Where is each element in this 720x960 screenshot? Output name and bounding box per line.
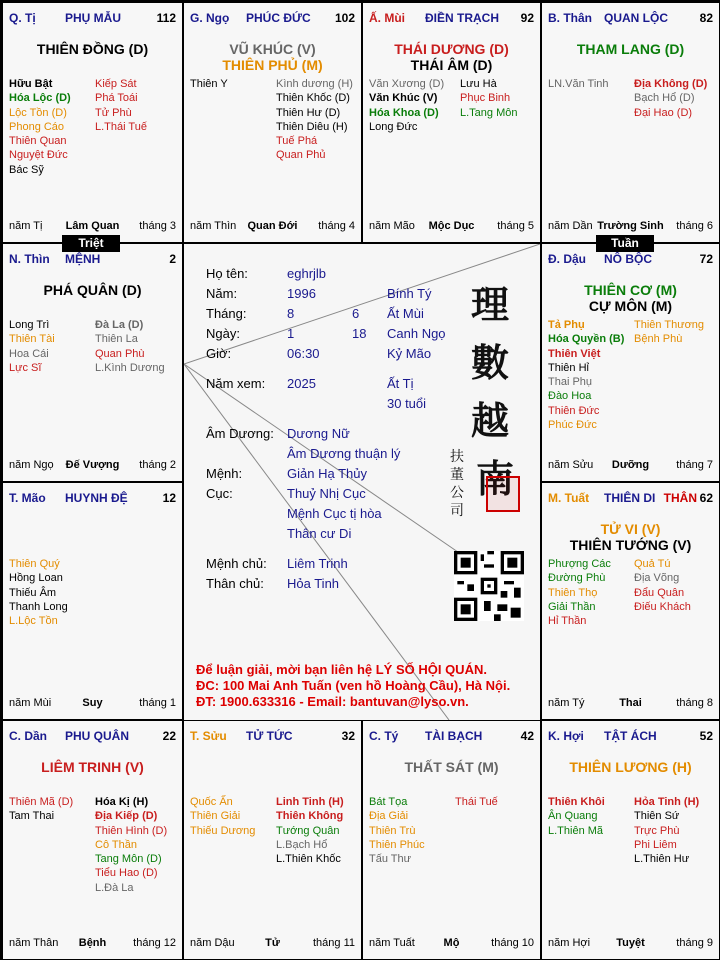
minor-star: Thiên Khốc (D) [276, 92, 350, 105]
footer-year: năm Tị [9, 220, 43, 232]
palace-header [9, 729, 176, 745]
palace-name: TÀI BẠCH [425, 729, 483, 743]
palace-mao[interactable] [2, 482, 183, 720]
palace-footer [9, 459, 176, 473]
minor-star: L.Kình Dương [95, 361, 165, 374]
palace-footer [190, 937, 355, 951]
minor-star: Kiếp Sát [95, 78, 137, 90]
minor-star: Tướng Quân [276, 824, 340, 837]
footer-stage: Mộ [443, 937, 460, 949]
footer-month: tháng 1 [139, 697, 176, 709]
minor-star: Địa Giải [369, 810, 409, 823]
minor-star: Phong Cáo [9, 120, 65, 133]
palace-branch: M. Tuất [548, 491, 590, 505]
cuc-3: Thân cư Di [287, 526, 352, 541]
palace-ti[interactable] [2, 2, 183, 243]
palace-header [548, 729, 713, 745]
major-star: TỬ VI (V) [600, 521, 661, 537]
calligraphy-char-4: 南 [476, 456, 515, 501]
minor-star: Thiên Mã (D) [9, 796, 74, 808]
minor-star: Thiên Hư (D) [276, 106, 341, 119]
minor-star: Phượng Các [548, 558, 611, 570]
palace-branch: Đ. Dậu [548, 252, 587, 266]
minor-star: Giải Thần [548, 600, 596, 613]
palace-header [548, 11, 713, 27]
minor-star: Lưu Hà [460, 78, 497, 90]
minor-star: Phúc Đức [548, 419, 597, 432]
minor-star: Địa Không (D) [634, 78, 708, 90]
major-star: THÁI ÂM (D) [410, 57, 493, 73]
palace-thin[interactable] [2, 243, 183, 482]
footer-month: tháng 7 [676, 459, 713, 471]
palace-branch: G. Ngọ [190, 11, 230, 25]
palace-ngo[interactable] [183, 2, 362, 243]
footer-month: tháng 4 [318, 220, 355, 232]
ho-ten-label: Họ tên: [206, 266, 248, 281]
minor-star: Phá Toái [95, 92, 138, 105]
palace-name: MỆNH [65, 252, 101, 266]
footer-stage: Quan Đới [247, 220, 298, 232]
minor-star: Bệnh Phù [634, 333, 683, 346]
palace-name: THIÊN DI [604, 491, 656, 505]
palace-name: PHỤ MẪU [65, 11, 121, 25]
than-chu-label: Thân chủ: [206, 576, 264, 591]
minor-star: L.Bạch Hổ [276, 838, 328, 851]
palace-footer [548, 937, 713, 951]
calligraphy-char-1: 理 [471, 282, 510, 327]
major-star: VŨ KHÚC (V) [229, 41, 316, 57]
footer-year: năm Dậu [190, 937, 235, 949]
palace-number: 42 [520, 729, 534, 743]
minor-stars-right [460, 77, 517, 120]
palace-branch: C. Dần [9, 729, 48, 743]
palace-branch: N. Thìn [9, 252, 50, 266]
chart-center-info [183, 243, 541, 721]
minor-star: Nguyệt Đức [9, 149, 68, 162]
palace-number: 2 [169, 252, 176, 266]
tuan-tag: Tuần [596, 235, 654, 252]
tuoi-value: 30 tuổi [387, 396, 427, 411]
thang-am: 6 [352, 306, 360, 321]
footer-year: năm Hợi [548, 937, 591, 949]
minor-star: Thiên Trù [369, 824, 416, 837]
major-star: THÁI DƯƠNG (D) [394, 41, 509, 57]
palace-footer [9, 937, 176, 951]
major-star: THIÊN PHỦ (M) [222, 57, 323, 73]
minor-star: Thiên Quan [9, 135, 67, 148]
minor-star: Thiên Tài [9, 333, 55, 346]
palace-dan[interactable] [2, 720, 183, 960]
minor-stars-left [190, 795, 255, 838]
nam-value: 1996 [287, 286, 316, 301]
minor-star: Thiên Giải [190, 810, 241, 823]
minor-star: Đà La (D) [95, 319, 144, 331]
footer-year: năm Ngọ [9, 459, 54, 471]
palace-name: ĐIỀN TRẠCH [425, 11, 499, 25]
footer-year: năm Mão [369, 220, 415, 232]
palace-header [9, 11, 176, 27]
minor-stars-right [276, 77, 353, 163]
minor-star: Thiên Việt [548, 347, 601, 360]
gio-label: Giờ: [206, 346, 232, 361]
palace-suu[interactable] [183, 720, 362, 960]
footer-year: năm Thìn [190, 220, 237, 232]
major-star: THIÊN CƠ (M) [584, 282, 677, 298]
footer-month: tháng 8 [676, 697, 713, 709]
minor-star: Thiên Quý [9, 558, 60, 570]
than-chu-value: Hỏa Tinh [287, 576, 340, 591]
palace-than[interactable] [541, 2, 720, 243]
major-star: THIÊN LƯƠNG (H) [569, 759, 692, 775]
palace-number: 92 [520, 11, 534, 25]
minor-star: L.Thiên Mã [548, 824, 604, 837]
minor-star: L.Tang Môn [460, 106, 518, 119]
palace-number: 32 [341, 729, 355, 743]
minor-star: Tiểu Hao (D) [95, 867, 158, 880]
triet-tag: Triệt [62, 235, 120, 252]
ngay-am: 18 [352, 326, 367, 341]
palace-name: PHÚC ĐỨC [246, 11, 311, 25]
footer-stage: Trường Sinh [597, 220, 664, 232]
nam-label: Năm: [206, 286, 238, 301]
palace-footer [9, 220, 176, 234]
palace-name: PHU QUÂN [65, 729, 130, 743]
palace-header [190, 11, 355, 27]
palace-header [548, 252, 713, 268]
minor-stars-left [9, 77, 71, 177]
minor-stars-left [9, 795, 73, 824]
minor-star: Tử Phù [95, 106, 132, 119]
minor-star: Hữu Bật [9, 78, 53, 90]
minor-star: Thiên La [95, 333, 138, 346]
palace-number: 112 [156, 11, 176, 25]
minor-stars-right [455, 795, 498, 809]
major-star: THAM LANG (D) [576, 41, 685, 57]
palace-number: 82 [699, 11, 713, 25]
minor-star: Trực Phù [634, 824, 680, 837]
minor-star: Đẩu Quân [634, 586, 685, 599]
palace-header [9, 252, 176, 268]
minor-star: L.Thiên Hư [634, 853, 690, 866]
minor-star: Thiếu Âm [9, 586, 57, 599]
minor-star: L.Thiên Khốc [276, 853, 341, 866]
minor-stars-right [95, 318, 165, 375]
palace-number: 12 [162, 491, 176, 505]
gio-value: 06:30 [287, 346, 320, 361]
minor-stars-right [634, 77, 707, 120]
palace-hoi[interactable] [541, 720, 720, 960]
minor-star: Thai Phụ [548, 376, 593, 389]
palace-dau[interactable] [541, 243, 720, 482]
footer-month: tháng 5 [497, 220, 534, 232]
palace-name: TẬT ÁCH [604, 729, 657, 743]
major-star: THIÊN ĐỒNG (D) [36, 41, 149, 57]
minor-star: Phi Liêm [634, 838, 677, 851]
nam-xem-can: Ất Tị [387, 376, 414, 391]
minor-star: Linh Tinh (H) [276, 796, 344, 808]
minor-star: Bác Sỹ [9, 163, 44, 176]
minor-stars-left [548, 795, 605, 838]
menh-label: Mệnh: [206, 466, 243, 481]
palace-header [369, 729, 534, 745]
minor-star: Cô Thần [95, 838, 137, 851]
palace-branch: Ấ. Mùi [369, 11, 405, 25]
thang-value: 8 [287, 306, 295, 321]
footer-stage: Bệnh [78, 937, 107, 949]
minor-star: Địa Võng [634, 572, 680, 585]
minor-star: Hỏa Tinh (H) [634, 796, 700, 808]
minor-stars-right [634, 795, 699, 866]
footer-month: tháng 10 [491, 937, 534, 949]
minor-stars-left [9, 318, 55, 375]
minor-star: L.Đà La [95, 881, 134, 894]
calligraphy-char-3: 越 [471, 398, 510, 443]
ho-ten-value: eghrjlb [287, 266, 327, 281]
minor-star: Đường Phù [548, 572, 606, 585]
palace-footer [190, 220, 355, 234]
minor-star: Quốc Ấn [190, 796, 233, 808]
palace-header [9, 491, 176, 507]
palace-branch: K. Hợi [548, 729, 584, 743]
am-duong-2: Âm Dương thuận lý [287, 446, 401, 461]
palace-branch: T. Sửu [190, 729, 227, 743]
footer-stage: Tử [265, 937, 280, 949]
minor-star: Lực Sĩ [9, 361, 42, 374]
minor-star: Quan Phù [95, 347, 145, 360]
footer-month: tháng 12 [133, 937, 176, 949]
palace-footer [9, 697, 176, 711]
major-star: THIÊN TƯỚNG (V) [569, 537, 692, 553]
major-star: CỰ MÔN (M) [588, 298, 673, 314]
palace-header [548, 491, 713, 507]
menh-chu-label: Mệnh chủ: [206, 556, 267, 571]
minor-star: Thiên Phúc [369, 838, 425, 851]
minor-star: Tam Thai [9, 810, 55, 823]
ngay-label: Ngày: [206, 326, 240, 341]
nam-xem-value: 2025 [287, 376, 316, 391]
am-duong-value: Dương Nữ [287, 426, 350, 441]
minor-star: Phục Binh [460, 92, 511, 105]
palace-name: TỬ TỨC [246, 729, 293, 743]
minor-star: Thái Tuế [455, 796, 498, 808]
contact-line-2: ĐC: 100 Mai Anh Tuấn (ven hồ Hoàng Cầu), Hà Nội. [196, 678, 511, 693]
footer-stage: Dưỡng [611, 459, 650, 471]
palace-branch: C. Tý [369, 729, 399, 743]
minor-stars-right [634, 557, 691, 614]
major-star: LIÊM TRINH (V) [41, 759, 144, 775]
minor-star: Thiên Thương [634, 319, 705, 331]
gio-can: Kỷ Mão [387, 346, 432, 361]
minor-star: Đào Hoa [548, 390, 592, 403]
minor-star: Tuế Phá [276, 135, 318, 148]
footer-month: tháng 2 [139, 459, 176, 471]
minor-star: Bạch Hổ (D) [634, 92, 695, 105]
palace-ty[interactable] [362, 720, 541, 960]
minor-star: Hóa Khoa (D) [369, 106, 439, 119]
minor-star: Thiên Y [190, 78, 228, 90]
palace-tuat[interactable] [541, 482, 720, 720]
ngay-can: Canh Ngọ [387, 326, 446, 341]
footer-year: năm Tý [548, 697, 585, 709]
cuc-label: Cục: [206, 486, 233, 501]
footer-stage: Lâm Quan [65, 220, 120, 232]
than-marker: THÂN [663, 491, 697, 505]
minor-stars-left [548, 557, 611, 628]
contact-line-3: ĐT: 1900.633316 - Email: bantuvan@lyso.vn. [196, 694, 469, 709]
palace-name: HUYNH ĐỆ [65, 491, 128, 505]
minor-star: Hóa Quyền (B) [548, 333, 625, 346]
palace-header [369, 11, 534, 27]
minor-star: Thiên Không [276, 810, 344, 823]
footer-stage: Thai [619, 697, 642, 709]
minor-star: Thiên Hình (D) [95, 824, 168, 837]
minor-star: Hồng Loan [9, 572, 63, 585]
am-duong-label: Âm Dương: [206, 426, 274, 441]
minor-star: Quan Phủ [276, 149, 326, 162]
minor-star: Thanh Long [9, 600, 68, 613]
minor-star: Thiên Thọ [548, 586, 598, 599]
minor-star: Đại Hao (D) [634, 106, 693, 119]
palace-branch: B. Thân [548, 11, 592, 25]
minor-star: L.Lộc Tồn [9, 615, 58, 628]
minor-stars-left [369, 795, 425, 866]
qr-code-icon[interactable] [454, 551, 524, 621]
minor-star: Lộc Tồn (D) [9, 106, 67, 119]
palace-number: 52 [699, 729, 713, 743]
footer-year: năm Dần [548, 220, 593, 232]
major-star: THẤT SÁT (M) [404, 759, 499, 775]
minor-star: LN.Văn Tinh [548, 78, 609, 90]
footer-month: tháng 11 [312, 937, 355, 949]
palace-name: QUAN LỘC [604, 11, 668, 25]
ngay-value: 1 [287, 326, 295, 341]
contact-line-1: Để luận giải, mời bạn liên hệ LÝ SỐ HỘI QUÁN. [196, 662, 487, 677]
palace-header [190, 729, 355, 745]
nam-can: Bính Tý [387, 286, 432, 301]
minor-star: Thiếu Dương [190, 824, 256, 837]
minor-star: L.Thái Tuế [95, 120, 147, 133]
minor-star: Thiên Đức [548, 404, 600, 417]
palace-mui[interactable] [362, 2, 541, 243]
footer-stage: Mộc Dục [428, 220, 475, 232]
palace-number: 22 [162, 729, 176, 743]
palace-branch: T. Mão [9, 491, 46, 505]
palace-number: 102 [334, 11, 355, 25]
footer-stage: Tuyệt [616, 937, 645, 949]
footer-stage: Đế Vượng [65, 459, 120, 471]
major-star: PHÁ QUÂN (D) [43, 282, 142, 298]
menh-value: Giản Hạ Thủy [287, 466, 367, 481]
minor-star: Hoa Cái [9, 347, 49, 360]
minor-star: Bát Tọa [369, 796, 408, 808]
footer-month: tháng 3 [139, 220, 176, 232]
minor-stars-left [9, 557, 68, 628]
palace-footer [369, 220, 534, 234]
footer-month: tháng 9 [676, 937, 713, 949]
minor-star: Ân Quang [548, 810, 598, 823]
minor-star: Văn Xương (D) [369, 78, 445, 90]
minor-stars-right [95, 77, 147, 134]
minor-star: Kình dương (H) [276, 78, 353, 90]
minor-star: Thiên Sứ [634, 810, 680, 823]
minor-stars-right [634, 318, 704, 347]
minor-star: Quả Tú [634, 558, 671, 570]
minor-stars-left [548, 318, 624, 432]
calligraphy-char-2: 數 [471, 340, 510, 385]
palace-branch: Q. Tị [9, 11, 36, 25]
minor-stars-right [95, 795, 167, 895]
minor-star: Hóa Kị (H) [95, 796, 149, 808]
palace-footer [548, 459, 713, 473]
cuc-2: Mệnh Cục tị hòa [287, 506, 382, 521]
minor-stars-right [276, 795, 344, 866]
footer-year: năm Sửu [548, 459, 594, 471]
minor-star: Tả Phụ [548, 319, 585, 331]
minor-star: Thiên Hỉ [548, 361, 589, 374]
minor-star: Thiên Khôi [548, 796, 605, 808]
minor-star: Văn Khúc (V) [369, 92, 438, 105]
footer-month: tháng 6 [676, 220, 713, 232]
minor-star: Thiên Diêu (H) [276, 120, 348, 133]
red-seal-stamp [486, 476, 520, 512]
footer-year: năm Mùi [9, 697, 52, 709]
minor-stars-left [369, 77, 444, 134]
minor-star: Tấu Thư [369, 853, 412, 866]
palace-number: 62 [699, 491, 713, 505]
nam-xem-label: Năm xem: [206, 376, 266, 391]
minor-star: Hỉ Thần [548, 615, 587, 628]
minor-stars-left [190, 77, 228, 91]
thang-can: Ất Mùi [387, 306, 424, 321]
minor-star: Long Trì [9, 319, 50, 331]
minor-star: Hóa Lộc (D) [9, 92, 71, 105]
palace-footer [369, 937, 534, 951]
footer-stage: Suy [82, 697, 103, 709]
cuc-value: Thuỷ Nhị Cục [287, 486, 366, 501]
footer-year: năm Tuất [369, 937, 415, 949]
palace-footer [548, 220, 713, 234]
menh-chu-value: Liêm Trinh [287, 556, 348, 571]
minor-star: Điếu Khách [634, 600, 691, 613]
minor-star: Tang Môn (D) [95, 853, 162, 866]
minor-star: Địa Kiếp (D) [95, 810, 158, 823]
footer-year: năm Thân [9, 937, 59, 949]
palace-number: 72 [699, 252, 713, 266]
minor-stars-left [548, 77, 609, 91]
minor-star: Long Đức [369, 120, 418, 133]
palace-name: NÔ BỘC [604, 252, 652, 266]
palace-footer [548, 697, 713, 711]
thang-label: Tháng: [206, 306, 247, 321]
seal-small-text: 扶董公司 [450, 449, 464, 519]
